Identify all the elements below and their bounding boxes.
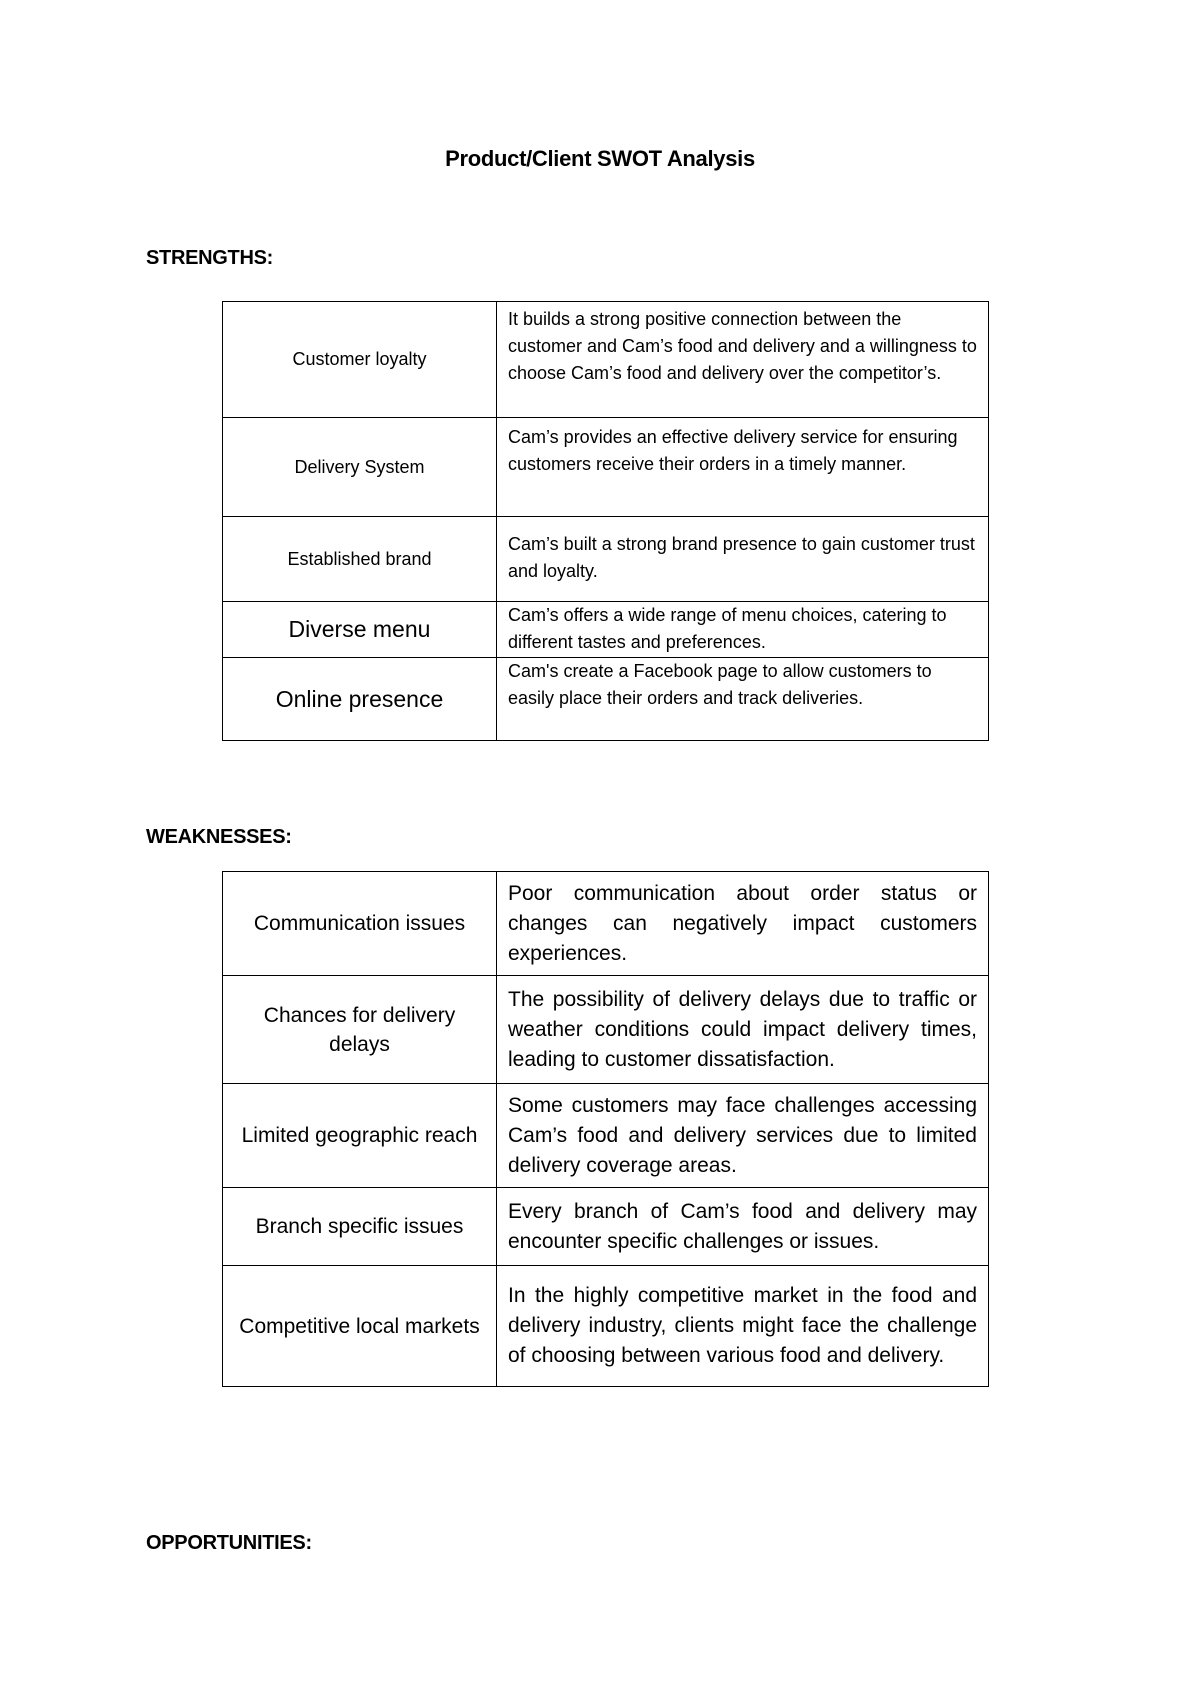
table-row [223, 658, 989, 741]
table-row [223, 602, 989, 658]
table-row [223, 418, 989, 517]
opportunities-heading: OPPORTUNITIES: [146, 1532, 312, 1554]
weakness-description: Poor communication about order status or changes can negatively impact customers experiences. [497, 872, 989, 976]
table-row [223, 1266, 989, 1387]
strength-description: Cam’s built a strong brand presence to gain customer trust and loyalty. [497, 517, 989, 602]
strength-factor: Established brand [223, 517, 497, 602]
strength-description: Cam’s provides an effective delivery service for ensuring customers receive their orders in a timely manner. [497, 418, 989, 517]
page-title: Product/Client SWOT Analysis [445, 146, 755, 171]
weakness-factor: Competitive local markets [223, 1266, 497, 1387]
weakness-description: Some customers may face challenges accessing Cam’s food and delivery services due to limited delivery coverage areas. [497, 1084, 989, 1188]
strength-description: Cam’s offers a wide range of menu choices, catering to different tastes and preferences. [497, 602, 989, 658]
strengths-table [222, 301, 989, 741]
weakness-factor: Chances for delivery delays [223, 976, 497, 1084]
table-row [223, 1084, 989, 1188]
weakness-description: In the highly competitive market in the food and delivery industry, clients might face the challenge of choosing between various food and delivery. [497, 1266, 989, 1387]
weakness-factor: Communication issues [223, 872, 497, 976]
weakness-factor: Branch specific issues [223, 1188, 497, 1266]
table-row [223, 517, 989, 602]
strength-factor: Online presence [223, 658, 497, 741]
weakness-description: Every branch of Cam’s food and delivery may encounter specific challenges or issues. [497, 1188, 989, 1266]
strength-factor: Diverse menu [223, 602, 497, 658]
table-row [223, 1188, 989, 1266]
table-row [223, 872, 989, 976]
table-row [223, 302, 989, 418]
weakness-description: The possibility of delivery delays due to traffic or weather conditions could impact delivery times, leading to customer dissatisfaction. [497, 976, 989, 1084]
strength-description: Cam's create a Facebook page to allow customers to easily place their orders and track deliveries. [497, 658, 989, 741]
table-row [223, 976, 989, 1084]
weaknesses-table [222, 871, 989, 1387]
strengths-heading: STRENGTHS: [146, 247, 274, 269]
strength-factor: Delivery System [223, 418, 497, 517]
weakness-factor: Limited geographic reach [223, 1084, 497, 1188]
strength-description: It builds a strong positive connection between the customer and Cam’s food and delivery and a willingness to choose Cam’s food and delivery over the competitor’s. [497, 302, 989, 418]
strength-factor: Customer loyalty [223, 302, 497, 418]
weaknesses-heading: WEAKNESSES: [146, 826, 292, 848]
